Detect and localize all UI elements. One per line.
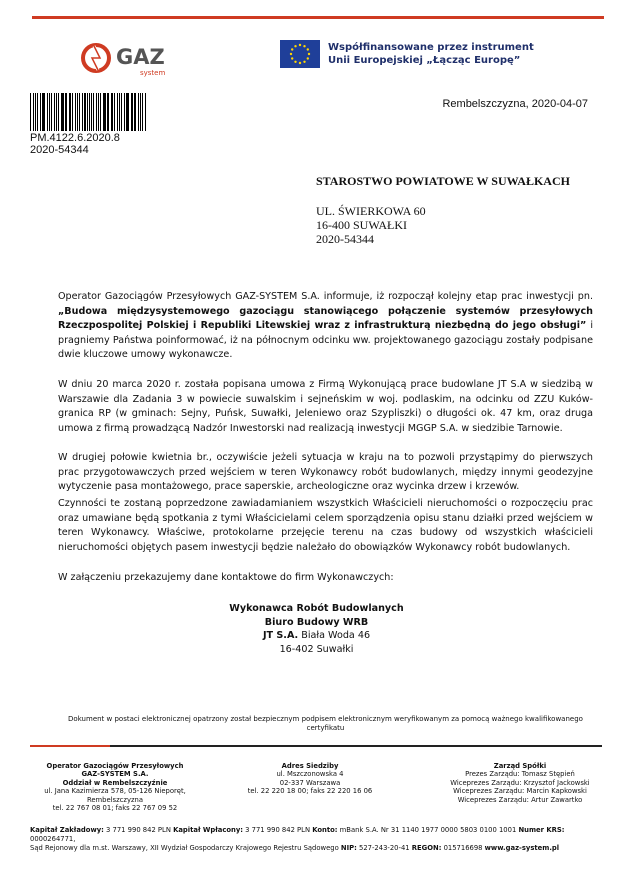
p1-text-b: i pragniemy Państwa poinformować, iż na północnym odcinku ww. projektowanego gazociągu zostały podpisane dwie kluczowe umowy wykonawcze. — [58, 320, 594, 360]
barcode-bar — [114, 93, 115, 131]
barcode-bar — [127, 93, 128, 131]
paragraph-5: W załączeniu przekazujemy dane kontaktowe do firm Wykonawczych: — [58, 572, 394, 583]
barcode-bar — [61, 93, 62, 131]
barcode-bar — [43, 93, 45, 131]
value-krs: 0000264771, — [30, 835, 76, 843]
footer-branch-h3: Oddział w Rembelszczyźnie — [62, 778, 168, 787]
footer-management — [425, 762, 615, 804]
barcode-bar — [104, 93, 106, 131]
recipient-address — [316, 174, 570, 246]
barcode-bar — [131, 93, 133, 131]
paragraph-1 — [58, 290, 593, 363]
barcode-bar — [35, 93, 36, 131]
contractor-line-1: Wykonawca Robót Budowlanych — [229, 603, 404, 614]
p1-text-a: Operator Gazociągów Przesyłowych GAZ-SYSTEM S.A. informuje, iż rozpoczął kolejny etap prac inwestycji pn. — [58, 291, 593, 302]
eu-flag-icon — [280, 40, 320, 68]
footer-mgmt-h1: Zarząd Spółki — [493, 762, 547, 770]
footer-hq-l3: tel. 22 220 18 00; faks 22 220 16 06 — [247, 787, 373, 796]
barcode-bar — [75, 93, 76, 131]
footer-mgmt-l3: Wiceprezes Zarządu: Marcin Kapkowski — [453, 787, 587, 796]
signature-note: Dokument w postaci elektronicznej opatrzony został bezpiecznym podpisem elektronicznym weryfikowanym za pomocą ważnego kwalifikowanego certyfikatu — [68, 715, 583, 732]
barcode-bar — [84, 93, 86, 131]
eu-line-2: Unii Europejskiej „Łącząc Europę” — [328, 55, 521, 66]
value-account: mBank S.A. Nr 31 1140 1977 0000 5803 0100 1001 — [337, 826, 519, 834]
barcode-bar — [107, 93, 108, 131]
footer-branch-h2: GAZ-SYSTEM S.A. — [81, 770, 149, 779]
reference-block — [30, 132, 120, 156]
barcode-bar — [65, 93, 67, 131]
barcode-bar — [112, 93, 113, 131]
barcode-bar — [51, 93, 52, 131]
barcode-bar — [72, 93, 73, 131]
value-share-capital: 3 771 990 842 PLN — [103, 826, 174, 834]
barcode — [30, 93, 147, 131]
value-nip: 527-243-20-41 — [356, 844, 412, 852]
header-top-bar — [32, 16, 604, 19]
footer-company-details — [30, 826, 610, 853]
barcode-bar — [87, 93, 88, 131]
value-paid-capital: 3 771 990 842 PLN — [243, 826, 313, 834]
barcode-bar — [91, 93, 92, 131]
barcode-bar — [42, 93, 43, 131]
footer-mgmt-l1: Prezes Zarządu: Tomasz Stępień — [465, 770, 575, 779]
barcode-bar — [121, 93, 122, 131]
barcode-bar — [54, 93, 55, 131]
label-account: Konto: — [312, 826, 338, 834]
label-nip: NIP: — [340, 844, 357, 852]
barcode-bar — [79, 93, 80, 131]
court-registry: Sąd Rejonowy dla m.st. Warszawy, XII Wydział Gospodarczy Krajowego Rejestru Sądowego — [30, 844, 341, 852]
footer-branch — [30, 762, 200, 812]
footer-bottom-line-2 — [30, 844, 610, 853]
ref-id: 2020-54344 — [30, 144, 89, 156]
recipient-ref: 2020-54344 — [316, 232, 374, 246]
footer-divider — [30, 745, 602, 747]
barcode-bar — [82, 93, 83, 131]
paragraph-4: Czynności te zostaną poprzedzone zawiadamianiem wszystkich Właścicieli nieruchomości o rozpoczęciu prac oraz umawiane będą spotkania z tymi Właścicielami celem sporządzenia opisu stanu działki przed wejściem w teren Wykonawcy. Właściwe, protokolarne przejęcie terenu na czas budowy od wszystkich właścicieli nieruchomości objętych pasem inwestycji będzie należało do obowiązków Wykonawcy robót budowlanych. — [58, 498, 593, 553]
barcode-bar — [140, 93, 141, 131]
logo-text: GAZ — [116, 45, 165, 69]
label-paid-capital: Kapitał Wpłacony: — [173, 826, 244, 834]
footer-headquarters — [225, 762, 395, 796]
barcode-bar — [96, 93, 97, 131]
contractor-company: JT S.A. — [262, 630, 299, 641]
barcode-bar — [77, 93, 78, 131]
label-regon: REGON: — [411, 844, 442, 852]
footer-divider-accent — [30, 745, 110, 747]
footer-branch-l3: tel. 22 767 08 01; faks 22 767 09 52 — [52, 804, 178, 813]
logo-subtext: system — [140, 69, 166, 77]
gaz-system-logo — [80, 38, 200, 78]
barcode-bar — [30, 93, 31, 131]
footer-bottom-line-1 — [30, 826, 610, 844]
barcode-bar — [142, 93, 143, 131]
barcode-bar — [58, 93, 59, 131]
barcode-bar — [111, 93, 112, 131]
barcode-bar — [100, 93, 101, 131]
barcode-bar — [119, 93, 120, 131]
website-link[interactable]: www.gaz-system.pl — [484, 844, 560, 852]
place-date: Rembelszczyzna, 2020-04-07 — [442, 98, 588, 110]
barcode-bar — [89, 93, 90, 131]
footer-branch-h1: Operator Gazociągów Przesyłowych — [46, 762, 184, 770]
barcode-bar — [70, 93, 71, 131]
recipient-city: 16-400 SUWAŁKI — [316, 218, 407, 232]
eu-line-1: Współfinansowane przez instrument — [328, 42, 534, 53]
barcode-bar — [37, 93, 38, 131]
barcode-bar — [49, 93, 50, 131]
contractor-address: Biała Woda 46 — [298, 630, 371, 641]
barcode-bar — [103, 93, 104, 131]
barcode-bar — [117, 93, 118, 131]
barcode-bar — [93, 93, 94, 131]
barcode-bar — [56, 93, 57, 131]
barcode-bar — [138, 93, 139, 131]
label-share-capital: Kapitał Zakładowy: — [30, 826, 104, 834]
barcode-bar — [135, 93, 136, 131]
barcode-bar — [145, 93, 146, 131]
ref-number: PM.4122.6.2020.8 — [30, 132, 120, 144]
barcode-bar — [134, 93, 135, 131]
label-krs: Numer KRS: — [518, 826, 565, 834]
contractor-line-2: Biuro Budowy WRB — [264, 616, 369, 628]
footer-branch-l2: Rembelszczyzna — [86, 795, 144, 804]
contractor-line-3 — [0, 629, 633, 643]
footer-mgmt-l2: Wiceprezes Zarządu: Krzysztof Jackowski — [450, 778, 590, 787]
footer-mgmt-l4: Wiceprezes Zarządu: Artur Zawartko — [457, 795, 583, 804]
contractor-line-4: 16-402 Suwałki — [279, 643, 354, 655]
footer-hq-h1: Adres Siedziby — [281, 762, 339, 770]
eu-funding-text — [328, 41, 534, 67]
paragraph-2: W dniu 20 marca 2020 r. została popisana umowa z Firmą Wykonującą prace budowlane JT S.A w siedzibą w Warszawie dla Zadania 3 w powiecie suwalskim i sejneńskim w woj. podlaskim, na odcinku od ZZU Kuków-granica RP (w gminach: Sejny, Puńsk, Suwałki, Jeleniewo oraz Szypliszki) o długości ok. 47 km, oraz druga umowa z firmą prowadzącą Nadzór Inwestorski nad realizacją inwestycji MGGP S.A. w siedzibie Tarnowie. — [58, 379, 593, 434]
paragraph-3: W drugiej połowie kwietnia br., oczywiście jeżeli sytuacja w kraju na to pozwoli przystąpimy do pierwszych prac przygotowawczych przed wejściem w teren Wykonawcy robót budowlanych, między innymi geodezyjne wytyczenie pasa montażowego, prace saperskie, archeologiczne oraz wycinka drzew i krzewów. — [58, 452, 593, 492]
barcode-bar — [124, 93, 125, 131]
recipient-name: STAROSTWO POWIATOWE W SUWAŁKACH — [316, 174, 570, 188]
barcode-bar — [126, 93, 127, 131]
footer-hq-l2: 02-337 Warszawa — [279, 778, 341, 787]
value-regon: 015716698 — [441, 844, 485, 852]
barcode-bar — [33, 93, 34, 131]
barcode-bar — [98, 93, 99, 131]
footer-branch-l1: ul. Jana Kazimierza 578, 05-126 Nieporęt, — [44, 787, 186, 796]
footer-hq-l1: ul. Mszczonowska 4 — [276, 770, 344, 779]
contractor-block — [0, 602, 633, 656]
barcode-bar — [69, 93, 70, 131]
barcode-bar — [62, 93, 63, 131]
barcode-bar — [47, 93, 48, 131]
recipient-street: UL. ŚWIERKOWA 60 — [316, 204, 426, 218]
barcode-bar — [40, 93, 41, 131]
p1-project-name: „Budowa międzysystemowego gazociągu stanowiącego połączenie systemów przesyłowych Rzeczpospolitej Polskiej i Republiki Litewskiej wraz z infrastrukturą niezbędną do jego obsługi” — [58, 305, 593, 331]
